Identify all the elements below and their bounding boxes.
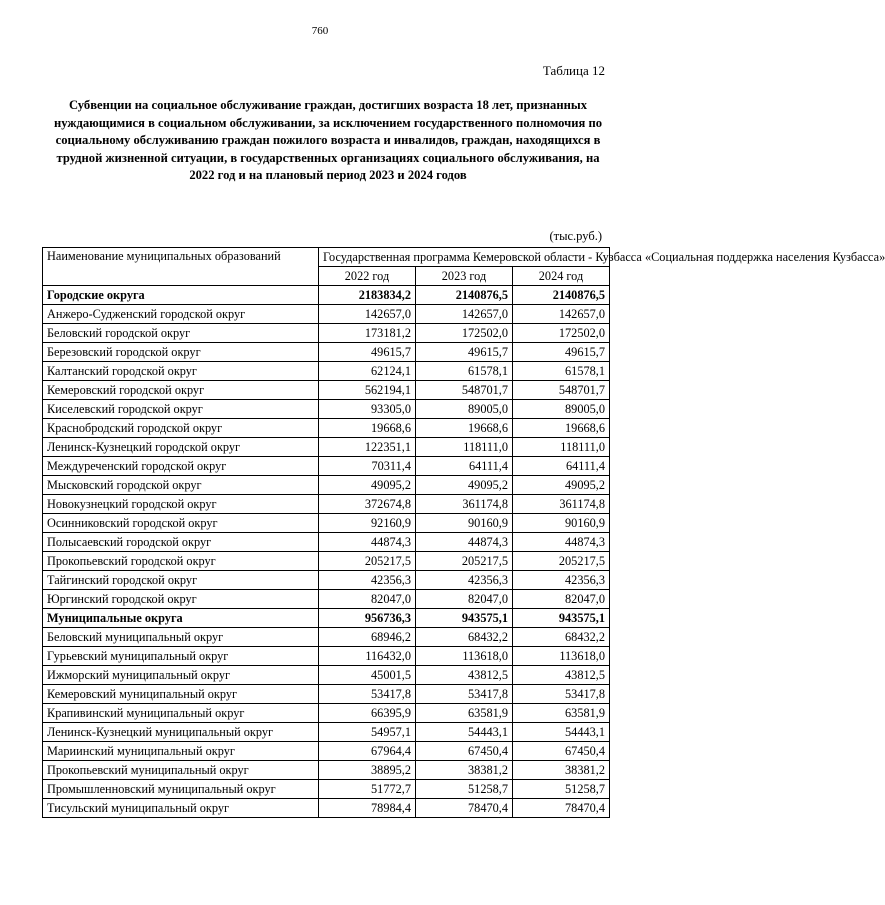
value-2024-cell: 63581,9: [513, 704, 610, 723]
value-2022-cell: 122351,1: [319, 438, 416, 457]
value-2023-cell: 61578,1: [416, 362, 513, 381]
value-2023-cell: 205217,5: [416, 552, 513, 571]
value-2024-cell: 89005,0: [513, 400, 610, 419]
table-row: [43, 533, 610, 552]
value-2024-cell: 943575,1: [513, 609, 610, 628]
table-row: [43, 305, 610, 324]
value-2023-cell: 53417,8: [416, 685, 513, 704]
value-2024-cell: 118111,0: [513, 438, 610, 457]
value-2022-cell: 92160,9: [319, 514, 416, 533]
table-row: [43, 457, 610, 476]
value-2023-cell: 43812,5: [416, 666, 513, 685]
value-2023-cell: 64111,4: [416, 457, 513, 476]
municipality-name-cell: Междуреченский городской округ: [43, 457, 319, 476]
document-title: Субвенции на социальное обслуживание граждан, достигших возраста 18 лет, признанных нуждающимися в социальном обслуживании, за исключением государственного полномочия по социальному обслуживанию граждан пожилого возраста и инвалидов, граждан, находящихся в трудной жизненной ситуации, в государственных организациях социального обслуживания, на 2022 год и на плановый период 2023 и 2024 годов: [53, 98, 603, 183]
value-2023-cell: 89005,0: [416, 400, 513, 419]
value-2022-cell: 562194,1: [319, 381, 416, 400]
value-2023-cell: 118111,0: [416, 438, 513, 457]
value-2022-cell: 78984,4: [319, 799, 416, 818]
value-2024-cell: 49615,7: [513, 343, 610, 362]
value-2023-cell: 90160,9: [416, 514, 513, 533]
value-2022-cell: 956736,3: [319, 609, 416, 628]
value-2023-cell: 172502,0: [416, 324, 513, 343]
table-row: [43, 381, 610, 400]
year-header-2023: 2023 год: [416, 267, 513, 286]
municipality-name-cell: Березовский городской округ: [43, 343, 319, 362]
value-2024-cell: 51258,7: [513, 780, 610, 799]
value-2023-cell: 82047,0: [416, 590, 513, 609]
value-2022-cell: 67964,4: [319, 742, 416, 761]
municipality-name-cell: Муниципальные округа: [43, 609, 319, 628]
municipality-name-cell: Беловский городской округ: [43, 324, 319, 343]
value-2024-cell: 44874,3: [513, 533, 610, 552]
value-2024-cell: 113618,0: [513, 647, 610, 666]
table-row: [43, 514, 610, 533]
municipality-name-cell: Калтанский городской округ: [43, 362, 319, 381]
table-row: [43, 476, 610, 495]
municipality-name-cell: Полысаевский городской округ: [43, 533, 319, 552]
municipality-name-cell: Осинниковский городской округ: [43, 514, 319, 533]
value-2022-cell: 205217,5: [319, 552, 416, 571]
value-2024-cell: 2140876,5: [513, 286, 610, 305]
municipality-name-cell: Новокузнецкий городской округ: [43, 495, 319, 514]
table-row: [43, 400, 610, 419]
table-row: [43, 685, 610, 704]
value-2022-cell: 82047,0: [319, 590, 416, 609]
municipality-name-cell: Кемеровский муниципальный округ: [43, 685, 319, 704]
municipality-name-cell: Ленинск-Кузнецкий муниципальный округ: [43, 723, 319, 742]
value-2023-cell: 67450,4: [416, 742, 513, 761]
value-2023-cell: 42356,3: [416, 571, 513, 590]
value-2023-cell: 2140876,5: [416, 286, 513, 305]
value-2022-cell: 68946,2: [319, 628, 416, 647]
value-2024-cell: 54443,1: [513, 723, 610, 742]
municipality-name-cell: Ижморский муниципальный округ: [43, 666, 319, 685]
value-2024-cell: 67450,4: [513, 742, 610, 761]
table-row: [43, 799, 610, 818]
municipality-name-cell: Киселевский городской округ: [43, 400, 319, 419]
municipality-name-cell: Прокопьевский муниципальный округ: [43, 761, 319, 780]
table-row: [43, 343, 610, 362]
value-2024-cell: 82047,0: [513, 590, 610, 609]
value-2024-cell: 78470,4: [513, 799, 610, 818]
table-row: [43, 647, 610, 666]
table-row: [43, 761, 610, 780]
page-number: 760: [311, 25, 329, 37]
value-2023-cell: 44874,3: [416, 533, 513, 552]
value-2023-cell: 63581,9: [416, 704, 513, 723]
table-row: [43, 780, 610, 799]
value-2023-cell: 38381,2: [416, 761, 513, 780]
value-2024-cell: 68432,2: [513, 628, 610, 647]
value-2022-cell: 38895,2: [319, 761, 416, 780]
value-2022-cell: 45001,5: [319, 666, 416, 685]
municipality-name-cell: Прокопьевский городской округ: [43, 552, 319, 571]
table-row: [43, 324, 610, 343]
table-row: [43, 723, 610, 742]
value-2023-cell: 142657,0: [416, 305, 513, 324]
program-column-header: Государственная программа Кемеровской области - Кузбасса «Социальная поддержка населения Кузбасса»: [319, 248, 610, 267]
table-header: [43, 248, 885, 286]
municipality-name-cell: Ленинск-Кузнецкий городской округ: [43, 438, 319, 457]
value-2022-cell: 66395,9: [319, 704, 416, 723]
year-header-2022: 2022 год: [319, 267, 416, 286]
table-row: [43, 590, 610, 609]
value-2023-cell: 54443,1: [416, 723, 513, 742]
value-2022-cell: 62124,1: [319, 362, 416, 381]
value-2022-cell: 372674,8: [319, 495, 416, 514]
table-body: [43, 286, 610, 818]
value-2022-cell: 49615,7: [319, 343, 416, 362]
value-2023-cell: 113618,0: [416, 647, 513, 666]
value-2022-cell: 54957,1: [319, 723, 416, 742]
value-2024-cell: 42356,3: [513, 571, 610, 590]
group-total-row: [43, 609, 610, 628]
value-2022-cell: 116432,0: [319, 647, 416, 666]
municipality-name-cell: Городские округа: [43, 286, 319, 305]
value-2023-cell: 49095,2: [416, 476, 513, 495]
table-row: [43, 704, 610, 723]
value-2022-cell: 70311,4: [319, 457, 416, 476]
value-2024-cell: 43812,5: [513, 666, 610, 685]
table-row: [43, 362, 610, 381]
municipality-name-cell: Гурьевский муниципальный округ: [43, 647, 319, 666]
value-2023-cell: 78470,4: [416, 799, 513, 818]
value-2023-cell: 943575,1: [416, 609, 513, 628]
municipality-name-cell: Мариинский муниципальный округ: [43, 742, 319, 761]
value-2022-cell: 44874,3: [319, 533, 416, 552]
value-2022-cell: 93305,0: [319, 400, 416, 419]
table-row: [43, 571, 610, 590]
value-2023-cell: 51258,7: [416, 780, 513, 799]
table-row: [43, 552, 610, 571]
group-total-row: [43, 286, 610, 305]
municipality-name-cell: Тисульский муниципальный округ: [43, 799, 319, 818]
value-2024-cell: 172502,0: [513, 324, 610, 343]
value-2022-cell: 19668,6: [319, 419, 416, 438]
subsidy-table: [42, 247, 885, 818]
municipality-name-cell: Юргинский городской округ: [43, 590, 319, 609]
value-2024-cell: 90160,9: [513, 514, 610, 533]
municipality-name-cell: Промышленновский муниципальный округ: [43, 780, 319, 799]
value-2024-cell: 64111,4: [513, 457, 610, 476]
table-row: [43, 666, 610, 685]
value-2024-cell: 548701,7: [513, 381, 610, 400]
municipality-name-cell: Краснобродский городской округ: [43, 419, 319, 438]
municipality-column-header: Наименование муниципальных образований: [43, 248, 319, 286]
table-row: [43, 419, 610, 438]
value-2024-cell: 205217,5: [513, 552, 610, 571]
table-row: [43, 495, 610, 514]
municipality-name-cell: Анжеро-Судженский городской округ: [43, 305, 319, 324]
municipality-name-cell: Кемеровский городской округ: [43, 381, 319, 400]
value-2023-cell: 68432,2: [416, 628, 513, 647]
municipality-name-cell: Тайгинский городской округ: [43, 571, 319, 590]
table-row: [43, 628, 610, 647]
value-2023-cell: 19668,6: [416, 419, 513, 438]
municipality-name-cell: Крапивинский муниципальный округ: [43, 704, 319, 723]
municipality-name-cell: Беловский муниципальный округ: [43, 628, 319, 647]
value-2023-cell: 49615,7: [416, 343, 513, 362]
value-2022-cell: 173181,2: [319, 324, 416, 343]
value-2024-cell: 142657,0: [513, 305, 610, 324]
value-2022-cell: 142657,0: [319, 305, 416, 324]
value-2024-cell: 38381,2: [513, 761, 610, 780]
value-2024-cell: 361174,8: [513, 495, 610, 514]
value-2024-cell: 19668,6: [513, 419, 610, 438]
year-header-2024: 2024 год: [513, 267, 610, 286]
table-label: Таблица 12: [542, 63, 605, 78]
value-2024-cell: 49095,2: [513, 476, 610, 495]
value-2023-cell: 548701,7: [416, 381, 513, 400]
value-2024-cell: 61578,1: [513, 362, 610, 381]
units-label: (тыс.руб.): [549, 229, 602, 243]
municipality-name-cell: Мысковский городской округ: [43, 476, 319, 495]
value-2022-cell: 51772,7: [319, 780, 416, 799]
value-2024-cell: 53417,8: [513, 685, 610, 704]
table-row: [43, 742, 610, 761]
value-2023-cell: 361174,8: [416, 495, 513, 514]
value-2022-cell: 49095,2: [319, 476, 416, 495]
value-2022-cell: 42356,3: [319, 571, 416, 590]
table-row: [43, 438, 610, 457]
value-2022-cell: 53417,8: [319, 685, 416, 704]
value-2022-cell: 2183834,2: [319, 286, 416, 305]
